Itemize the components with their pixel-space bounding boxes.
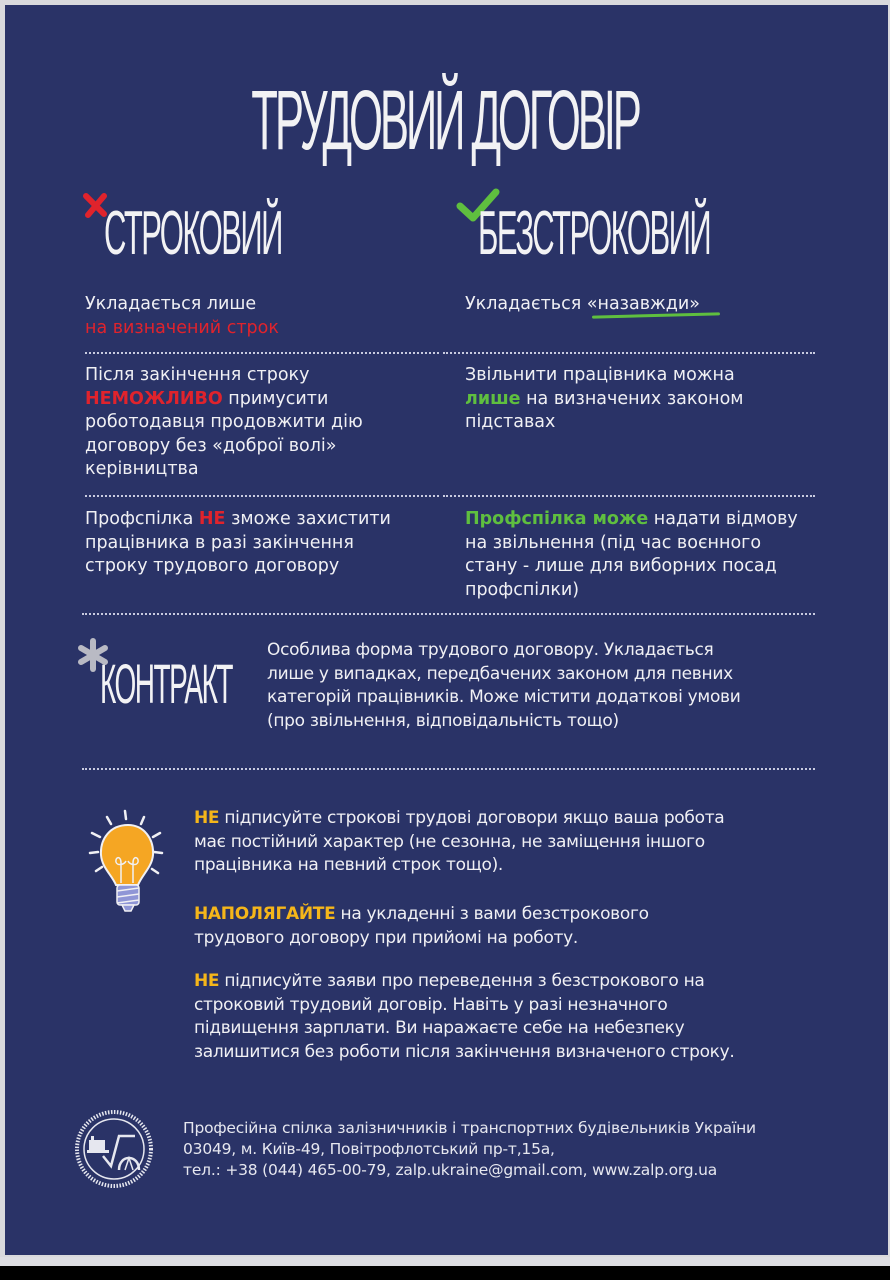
- text-line: [465, 388, 825, 412]
- text-line: [194, 807, 834, 831]
- text-fragment: підписуйте строкові трудові договори якщо ваша робота: [219, 808, 725, 828]
- text-line: роботодавця продовжити дію: [85, 412, 363, 432]
- indefinite-row1-highlight: «назавжди»: [586, 294, 700, 314]
- text-line: Особлива форма трудового договору. Укладається: [267, 640, 714, 660]
- text-line: договору без «доброї волі»: [85, 435, 337, 456]
- tip-highlight: НЕ: [194, 971, 220, 991]
- text-line: лише у випадках, передбачених законом для певних: [267, 663, 733, 684]
- text-line: підставах: [465, 412, 556, 432]
- footer-address: 03049, м. Київ-49, Повітрофлотський пр-т,15а,: [183, 1140, 555, 1158]
- text-line: трудового договору при прийомі на роботу.: [194, 927, 579, 948]
- tip-2: [194, 903, 834, 950]
- text-line: підвищення зарплати. Ви наражаєте себе на небезпеку: [194, 1018, 685, 1038]
- text-line: строку трудового договору: [85, 556, 340, 576]
- bottom-border: [0, 1257, 890, 1266]
- positive-highlight: Профспілка може: [465, 509, 649, 529]
- text-fragment: підписуйте заяви про переведення з безстрокового на: [219, 971, 705, 991]
- warning-highlight: НЕМОЖЛИВО: [85, 388, 223, 409]
- contract-description: [267, 639, 827, 733]
- text-line: Звільнити працівника можна: [465, 365, 735, 385]
- divider: [85, 495, 439, 497]
- footer-org: Професійна спілка залізничників і транспортних будівельників України: [183, 1119, 756, 1137]
- divider: [85, 352, 439, 354]
- text-line: керівництва: [85, 459, 199, 479]
- text-line: [194, 970, 854, 994]
- poster-panel: [5, 5, 888, 1255]
- text-line: стану - лише для виборних посад: [465, 556, 777, 576]
- indefinite-row3: [465, 508, 825, 602]
- text-line: на звільнення (під час воєнного: [465, 532, 762, 553]
- positive-highlight: лише: [465, 388, 521, 409]
- indefinite-row2: [465, 364, 825, 435]
- fixed-term-row1-highlight: на визначений строк: [85, 317, 279, 338]
- tip-3: [194, 970, 854, 1064]
- text-line: залишитися без роботи після закінчення визначеного строку.: [194, 1041, 735, 1062]
- text-line: [85, 508, 445, 532]
- text-fragment: зможе захистити: [225, 509, 391, 529]
- text-fragment: на укладенні з вами безстрокового: [335, 904, 649, 924]
- text-line: має постійний характер (не сезонна, не заміщення іншого: [194, 831, 705, 852]
- footer-contacts: тел.: +38 (044) 465-00-79, zalp.ukraine@gmail.com, www.zalp.org.ua: [183, 1161, 718, 1179]
- footer-info: [183, 1118, 843, 1181]
- warning-highlight: НЕ: [198, 509, 226, 529]
- text-fragment: Профспілка: [85, 509, 199, 529]
- union-logo: [73, 1108, 155, 1190]
- contract-heading: КОНТРАКТ: [100, 652, 232, 715]
- text-fragment: примусити: [222, 388, 329, 409]
- fixed-term-row1: [85, 293, 435, 340]
- fixed-term-row2: [85, 364, 445, 482]
- text-fragment: надати відмову: [648, 509, 798, 529]
- text-line: працівника на певний строк тощо).: [194, 855, 503, 875]
- divider: [443, 352, 815, 354]
- divider: [443, 495, 815, 497]
- indefinite-row1: [465, 293, 815, 317]
- divider: [82, 613, 815, 615]
- indefinite-heading: БЕЗСТРОКОВИЙ: [478, 199, 711, 268]
- text-line: (про звільнення, відповідальність тощо): [267, 710, 619, 731]
- text-line: [194, 903, 834, 927]
- fixed-term-row1-text: Укладається лише: [85, 294, 257, 314]
- indefinite-row1-text: Укладається: [465, 294, 587, 314]
- tip-highlight: НЕ: [194, 808, 220, 828]
- tip-highlight: НАПОЛЯГАЙТЕ: [194, 904, 336, 924]
- page-title: ТРУДОВИЙ ДОГОВІР: [251, 73, 639, 167]
- text-line: строковий трудовий договір. Навіть у разі незначного: [194, 994, 668, 1015]
- text-fragment: на визначених законом: [520, 388, 744, 409]
- text-line: [465, 508, 825, 532]
- text-line: профспілки): [465, 579, 580, 600]
- bottom-bar: [0, 1266, 890, 1280]
- fixed-term-row3: [85, 508, 445, 579]
- text-line: [85, 388, 445, 412]
- tip-1: [194, 807, 834, 878]
- text-line: Після закінчення строку: [85, 365, 310, 385]
- fixed-term-heading: СТРОКОВИЙ: [104, 199, 282, 268]
- lightbulb-icon: [78, 805, 178, 920]
- divider: [82, 768, 815, 770]
- text-line: працівника в разі закінчення: [85, 532, 354, 553]
- text-line: категорій працівників. Може містити додаткові умови: [267, 687, 741, 707]
